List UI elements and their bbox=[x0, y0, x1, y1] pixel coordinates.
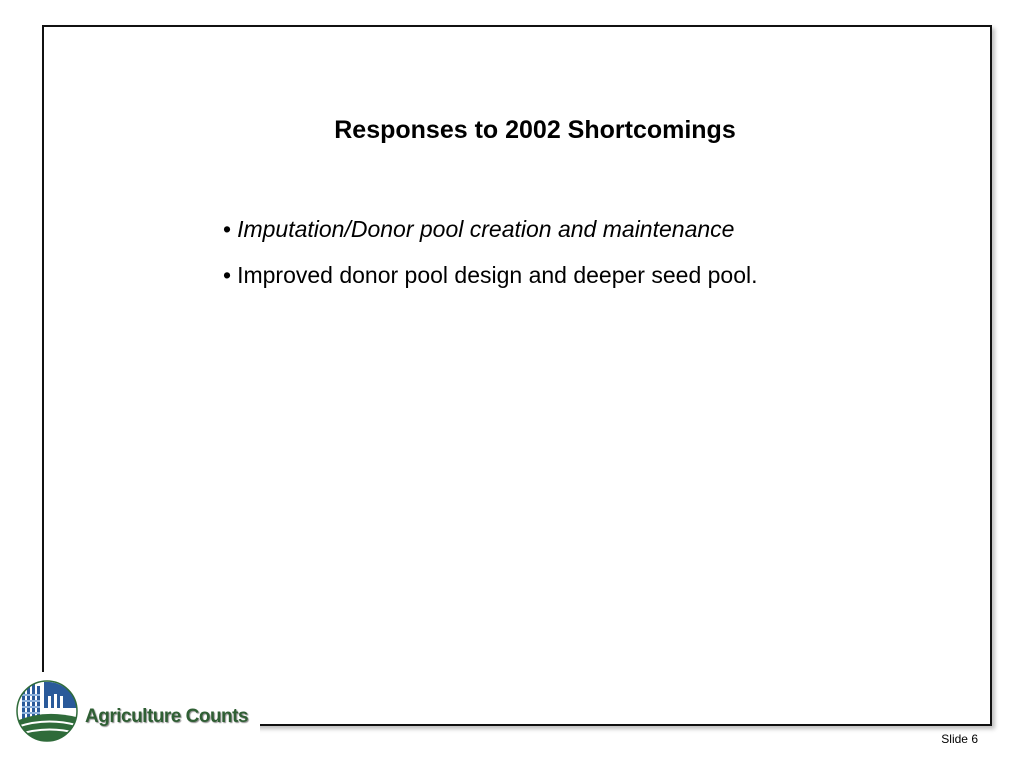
bullet-text: Improved donor pool design and deeper seed pool. bbox=[237, 262, 758, 288]
bullet-list bbox=[223, 215, 758, 307]
slide-title: Responses to 2002 Shortcomings bbox=[334, 116, 736, 144]
logo-text: Agriculture Counts bbox=[85, 706, 249, 727]
bullet-mark: • bbox=[223, 262, 232, 288]
bullet-text: Imputation/Donor pool creation and maintenance bbox=[237, 216, 735, 242]
bullet-item bbox=[223, 215, 758, 243]
bullet-mark: • bbox=[223, 216, 232, 242]
slide-number: Slide 6 bbox=[941, 732, 978, 746]
bullet-item bbox=[223, 261, 758, 289]
agriculture-counts-logo-icon bbox=[14, 678, 80, 744]
